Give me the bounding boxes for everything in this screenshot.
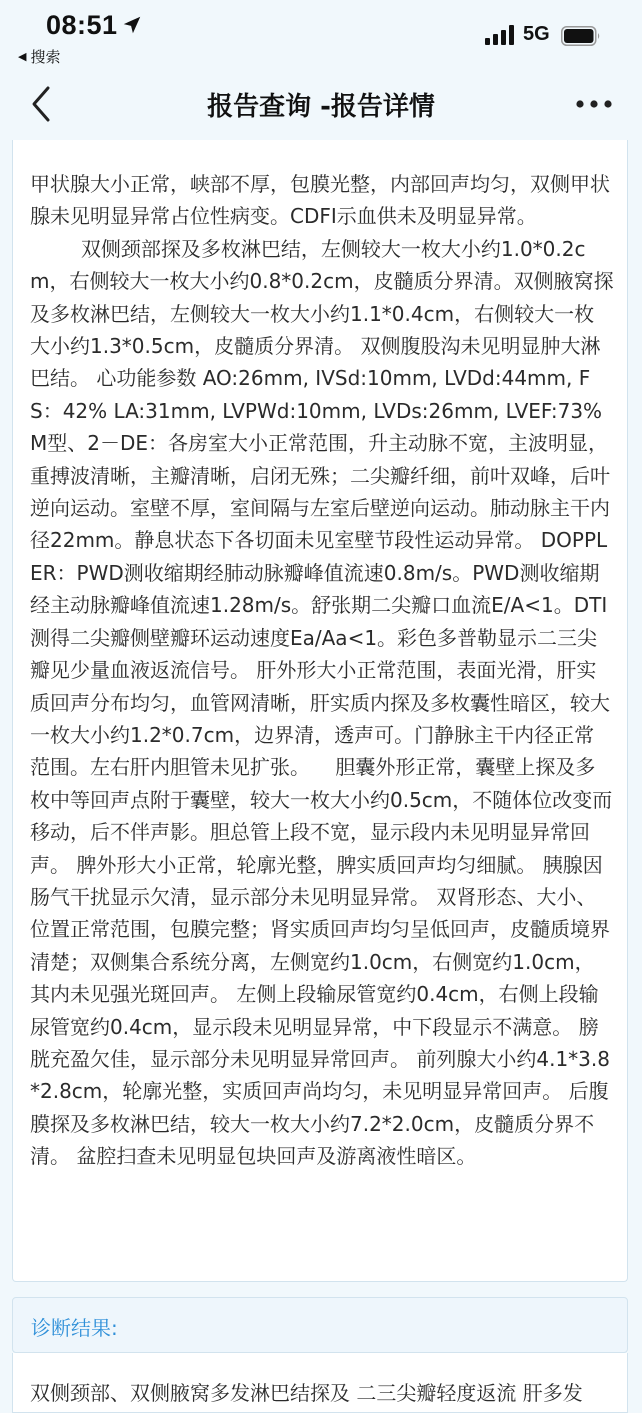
page-title: 报告查询 -报告详情 bbox=[207, 92, 435, 122]
network-type: 5G bbox=[523, 23, 550, 45]
cellular-signal-icon bbox=[485, 25, 517, 45]
navigation-bar bbox=[0, 72, 642, 136]
findings-card bbox=[12, 140, 628, 1282]
findings-text: 甲状腺大小正常，峡部不厚，包膜光整，内部回声均匀，双侧甲状腺未见明显异常占位性病变。CDFI示血供未及明显异常。 双侧颈部探及多枚淋巴结，左侧较大一枚大小约1.0*0.2cm，右侧较大一枚大小约0.8*0.2cm，皮髓质分界清。双侧腋窝探及多枚淋巴结，左侧较大一枚大小约1.1*0.4cm，右侧较大一枚大小约1.3*0.5cm，皮髓质分界清。 双侧腹股沟未见明显肿大淋巴结。 心功能参数 AO:26mm, IVSd:10mm, LVDd:44mm, FS：42% LA:31mm, LVPWd:10mm, LVDs:26mm, LVEF:73% M型、2－DE：各房室大小正常范围，升主动脉不宽，主波明显，重搏波清晰，主瓣清晰，启闭无殊；二尖瓣纤细，前叶双峰，后叶逆向运动。室壁不厚，室间隔与左室后壁逆向运动。肺动脉主干内径22mm。静息状态下各切面未见室壁节段性运动异常。 DOPPLER：PWD测收缩期经肺动脉瓣峰值流速0.8m/s。PWD测收缩期经主动脉瓣峰值流速1.28m/s。舒张期二尖瓣口血流E/A<1。DTI测得二尖瓣侧壁瓣环运动速度Ea/Aa<1。彩色多普勒显示二三尖瓣见少量血液返流信号。 肝外形大小正常范围，表面光滑，肝实质回声分布均匀，血管网清晰，肝实质内探及多枚囊性暗区，较大一枚大小约1.2*0.7cm，边界清，透声可。门静脉主干内径正常范围。左右肝内胆管未见扩张。 胆囊外形正常，囊壁上探及多枚中等回声点附于囊壁，较大一枚大小约0.5cm，不随体位改变而移动，后不伴声影。胆总管上段不宽，显示段内未见明显异常回声。 脾外形大小正常，轮廓光整，脾实质回声均匀细腻。 胰腺因肠气干扰显示欠清，显示部分未见明显异常。 双肾形态、大小、位置正常范围，包膜完整；肾实质回声均匀呈低回声，皮髓质境界清楚；双侧集合系统分离，左侧宽约1.0cm，右侧宽约1.0cm，其内未见强光斑回声。 左侧上段输尿管宽约0.4cm，右侧上段输尿管宽约0.4cm，显示段未见明显异常，中下段显示不满意。 膀胱充盈欠佳，显示部分未见明显异常回声。 前列腺大小约4.1*3.8*2.8cm，轮廓光整，实质回声尚均匀，未见明显异常回声。 后腹膜探及多枚淋巴结，较大一枚大小约7.2*2.0cm，皮髓质分界不清。 盆腔扫查未见明显包块回声及游离液性暗区。 bbox=[30, 172, 614, 1169]
location-arrow-icon bbox=[121, 14, 143, 36]
status-time: 08:51 bbox=[46, 10, 118, 40]
diagnosis-title: 诊断结果: bbox=[31, 1316, 118, 1340]
more-dots-icon[interactable] bbox=[574, 94, 614, 114]
battery-icon bbox=[561, 26, 601, 46]
back-app-label: 搜索 bbox=[30, 48, 61, 66]
back-triangle-icon: ◀ bbox=[18, 50, 27, 63]
status-bar bbox=[0, 0, 642, 70]
back-to-app-button[interactable] bbox=[18, 46, 60, 67]
diagnosis-header bbox=[12, 1297, 628, 1353]
diagnosis-text: 双侧颈部、双侧腋窝多发淋巴结探及 二三尖瓣轻度返流 肝多发 bbox=[30, 1381, 583, 1405]
diagnosis-card bbox=[12, 1353, 628, 1413]
